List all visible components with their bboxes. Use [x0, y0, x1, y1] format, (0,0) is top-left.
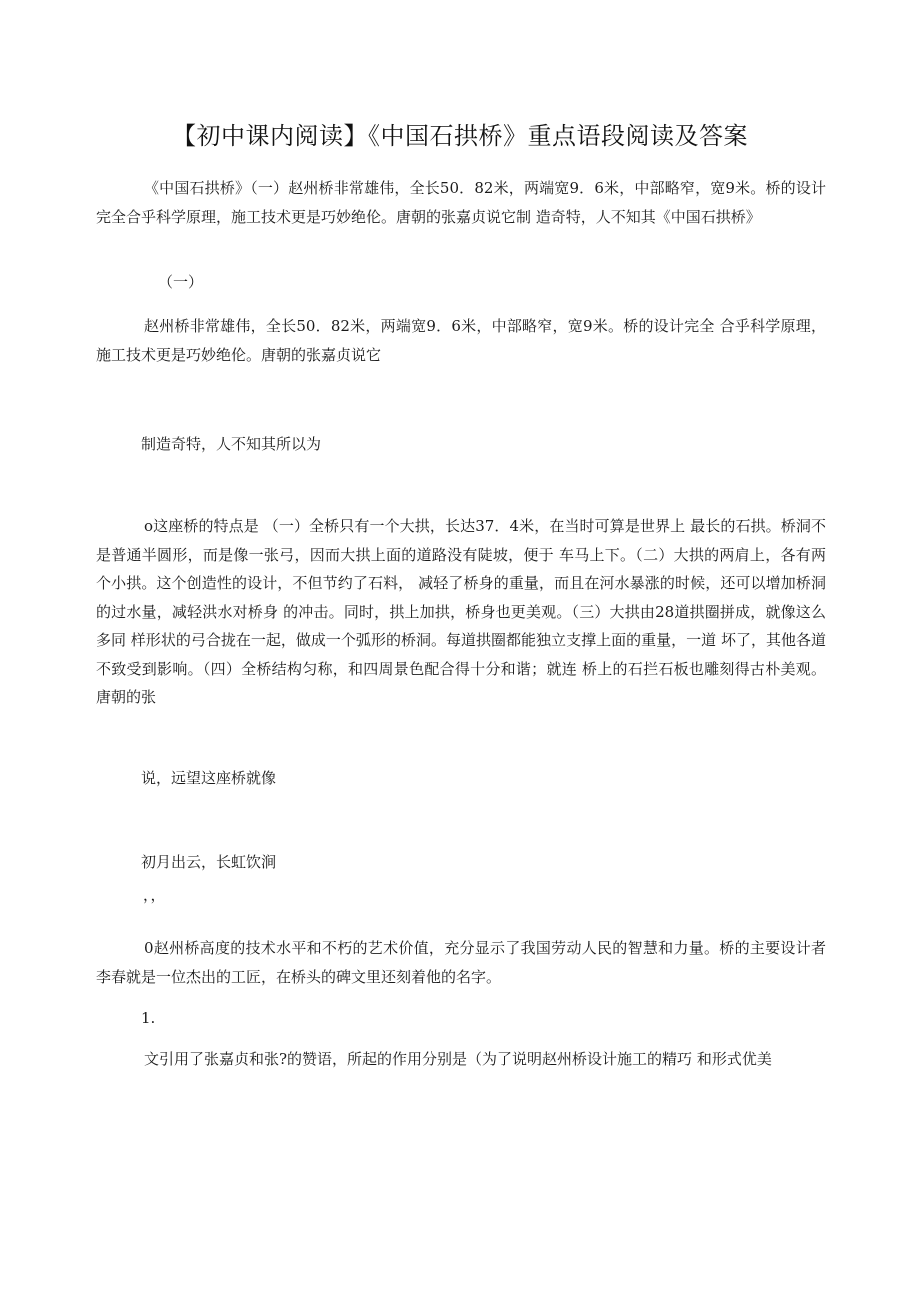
paragraph-3: 0赵州桥高度的技术水平和不朽的艺术价值，充分显示了我国劳动人民的智慧和力量。桥的主要设计者李春就是一位杰出的工匠，在桥头的碑文里还刻着他的名字。: [96, 939, 826, 986]
intro-paragraph: 《中国石拱桥》（一）赵州桥非常雄伟，全长50．82米，两端宽9．6米，中部略窄，宽9米。桥的设计完全合乎科学原理，施工技术更是巧妙绝伦。唐朝的张嘉贞说它制 造奇特，人不知其《中国石拱桥》: [96, 179, 826, 226]
fragment-1: 制造奇特，人不知其所以为: [141, 435, 322, 453]
question-1: 文引用了张嘉贞和张?的赞语，所起的作用分别是（为了说明赵州桥设计施工的精巧 和形式优美: [144, 1050, 772, 1068]
section-marker: （一）: [158, 273, 204, 291]
question-number: 1.: [141, 1009, 156, 1027]
fragment-4: ，，: [143, 886, 166, 904]
paragraph-1: 赵州桥非常雄伟，全长50．82米，两端宽9．6米，中部略窄，宽9米。桥的设计完全 合乎科学原理，施工技术更是巧妙绝伦。唐朝的张嘉贞说它: [96, 317, 826, 364]
document-title: 【初中课内阅读】《中国石拱桥》重点语段阅读及答案: [172, 122, 748, 150]
fragment-2: 说，远望这座桥就像: [141, 769, 277, 787]
fragment-3: 初月出云，长虹饮涧: [141, 853, 277, 871]
paragraph-2: o这座桥的特点是 （一）全桥只有一个大拱，长达37．4米，在当时可算是世界上 最长的石拱。桥洞不是普通半圆形，而是像一张弓，因而大拱上面的道路没有陡坡，便于 车马上下。（二）大拱的两肩上，各有两个小拱。这个创造性的设计，不但节约了石料， 减轻了桥身的重量，而且在河水暴涨的时候，还可以增加桥洞的过水量，减轻洪水对桥身 的冲击。同时，拱上加拱，桥身也更美观。（三）大拱由28道拱圈拼成，就像这么多同 样形状的弓合拢在一起，做成一个弧形的桥洞。每道拱圈都能独立支撑上面的重量，一道 坏了，其他各道不致受到影响。（四）全桥结构匀称，和四周景色配合得十分和谐；就连 桥上的石拦石板也雕刻得古朴美观。唐朝的张: [96, 517, 826, 706]
